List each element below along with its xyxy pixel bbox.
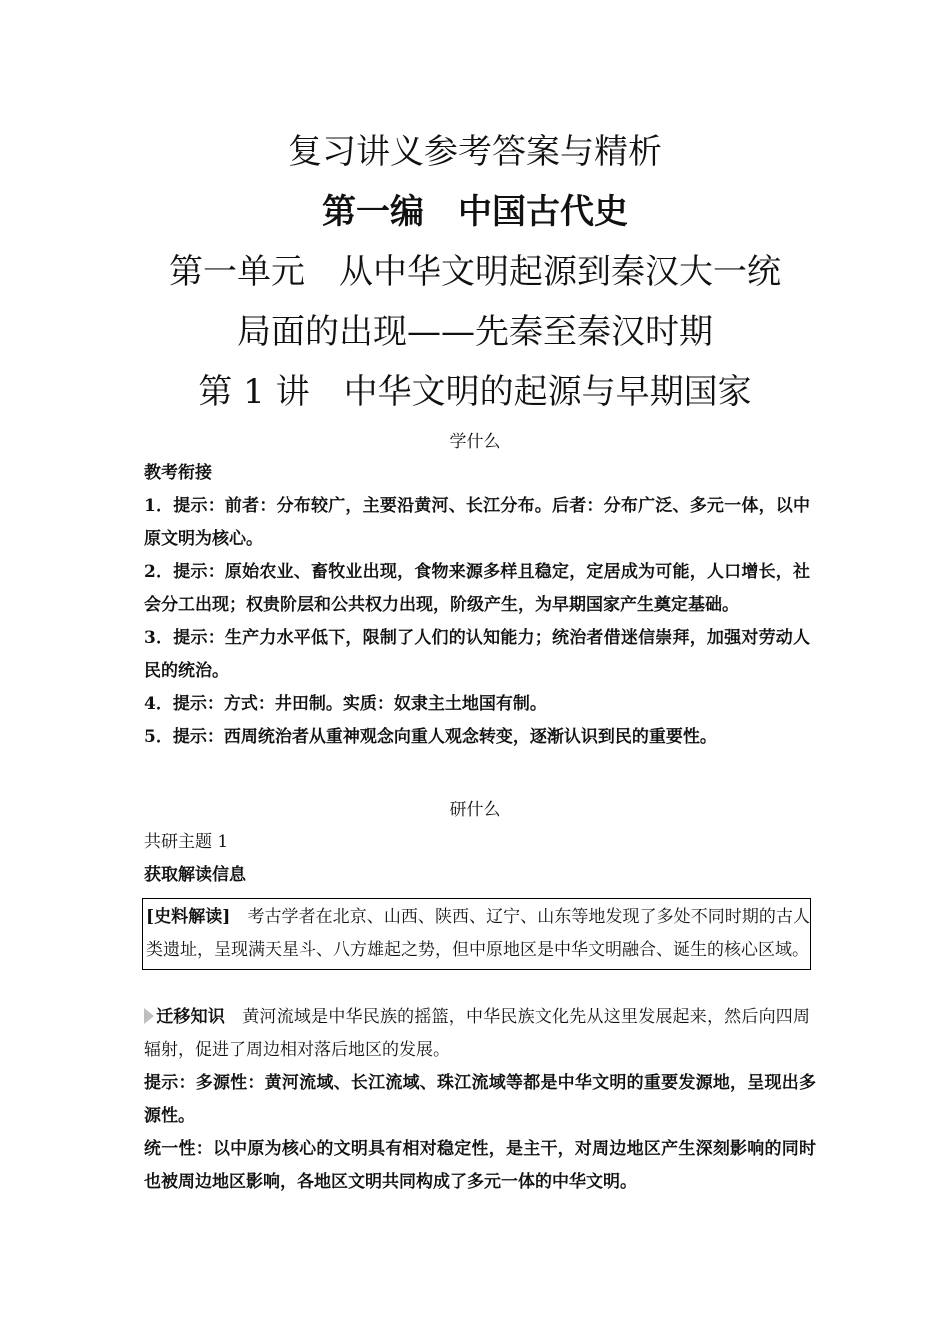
hint-item-3-label: 提示： [173, 628, 225, 648]
transfer-label: 迁移知识 [156, 1007, 226, 1027]
hint-item-3 [144, 622, 810, 688]
research-topic: 共研主题 1 [144, 832, 229, 852]
learn-section [144, 457, 810, 754]
hint-item-5-label: 提示： [172, 727, 224, 747]
hint-item-2-label: 提示： [173, 562, 225, 582]
hint-item-1-text: 前者：分布较广，主要沿黄河、长江分布。后者：分布广泛、多元一体，以中原文明为核心。 [144, 496, 811, 549]
document-title: 复习讲义参考答案与精析 [288, 132, 662, 172]
hint-unity: 统一性：以中原为核心的文明具有相对稳定性，是主干，对周边地区产生深刻影响的同时也被周边地区影响，各地区文明共同构成了多元一体的中华文明。 [144, 1139, 816, 1192]
hint-item-4 [144, 688, 810, 721]
hint-item-1 [144, 490, 810, 556]
hint-item-4-label: 提示： [172, 694, 224, 714]
source-text: 考古学者在北京、山西、陕西、辽宁、山东等地发现了多处不同时期的古人类遗址，呈现满天星斗、八方雄起之势，但中原地区是中华文明融合、诞生的核心区域。 [146, 907, 811, 960]
hint-item-4-number: 4． [144, 694, 173, 714]
hint-item-2 [144, 556, 810, 622]
transfer-text: 黄河流域是中华民族的摇篮，中华民族文化先从这里发展起来，然后向四周辐射，促进了周边相对落后地区的发展。 [144, 1007, 811, 1060]
hint-item-1-number: 1． [144, 496, 174, 516]
source-interpretation-box [142, 898, 811, 970]
hint-item-2-number: 2． [144, 562, 174, 582]
hint-diversity: 提示：多源性：黄河流域、长江流域、珠江流域等都是中华文明的重要发源地，呈现出多源性。 [144, 1073, 816, 1126]
hint-item-5-number: 5． [144, 727, 173, 747]
title-block [0, 122, 950, 422]
hint-item-3-text: 生产力水平低下，限制了人们的认知能力；统治者借迷信崇拜，加强对劳动人民的统治。 [144, 628, 811, 681]
learn-heading: 教考衔接 [144, 463, 212, 483]
research-hint [144, 1067, 816, 1199]
source-label: [史料解读] [146, 907, 231, 927]
unit-title-line1: 第一单元 从中华文明起源到秦汉大一统 [169, 252, 781, 292]
unit-title-line2: 局面的出现——先秦至秦汉时期 [237, 312, 713, 352]
hint-item-1-label: 提示： [173, 496, 225, 516]
hint-item-4-text: 方式：井田制。实质：奴隶主土地国有制。 [223, 694, 547, 714]
research-heading: 获取解读信息 [144, 865, 246, 885]
section-research-title: 研什么 [449, 800, 501, 820]
hint-item-3-number: 3． [144, 628, 174, 648]
part-title: 第一编 中国古代史 [322, 192, 628, 232]
hint-item-2-text: 原始农业、畜牧业出现，食物来源多样且稳定，定居成为可能，人口增长，社会分工出现；权贵阶层和公共权力出现，阶级产生，为早期国家产生奠定基础。 [144, 562, 811, 615]
triangle-marker-icon [144, 1008, 154, 1024]
transfer-knowledge [144, 1001, 810, 1067]
section-learn-title: 学什么 [449, 432, 501, 452]
lecture-title: 第 1 讲 中华文明的起源与早期国家 [198, 372, 752, 412]
hint-item-5-text: 西周统治者从重神观念向重人观念转变，逐渐认识到民的重要性。 [223, 727, 717, 747]
hint-item-5 [144, 721, 810, 754]
research-section [144, 826, 810, 892]
